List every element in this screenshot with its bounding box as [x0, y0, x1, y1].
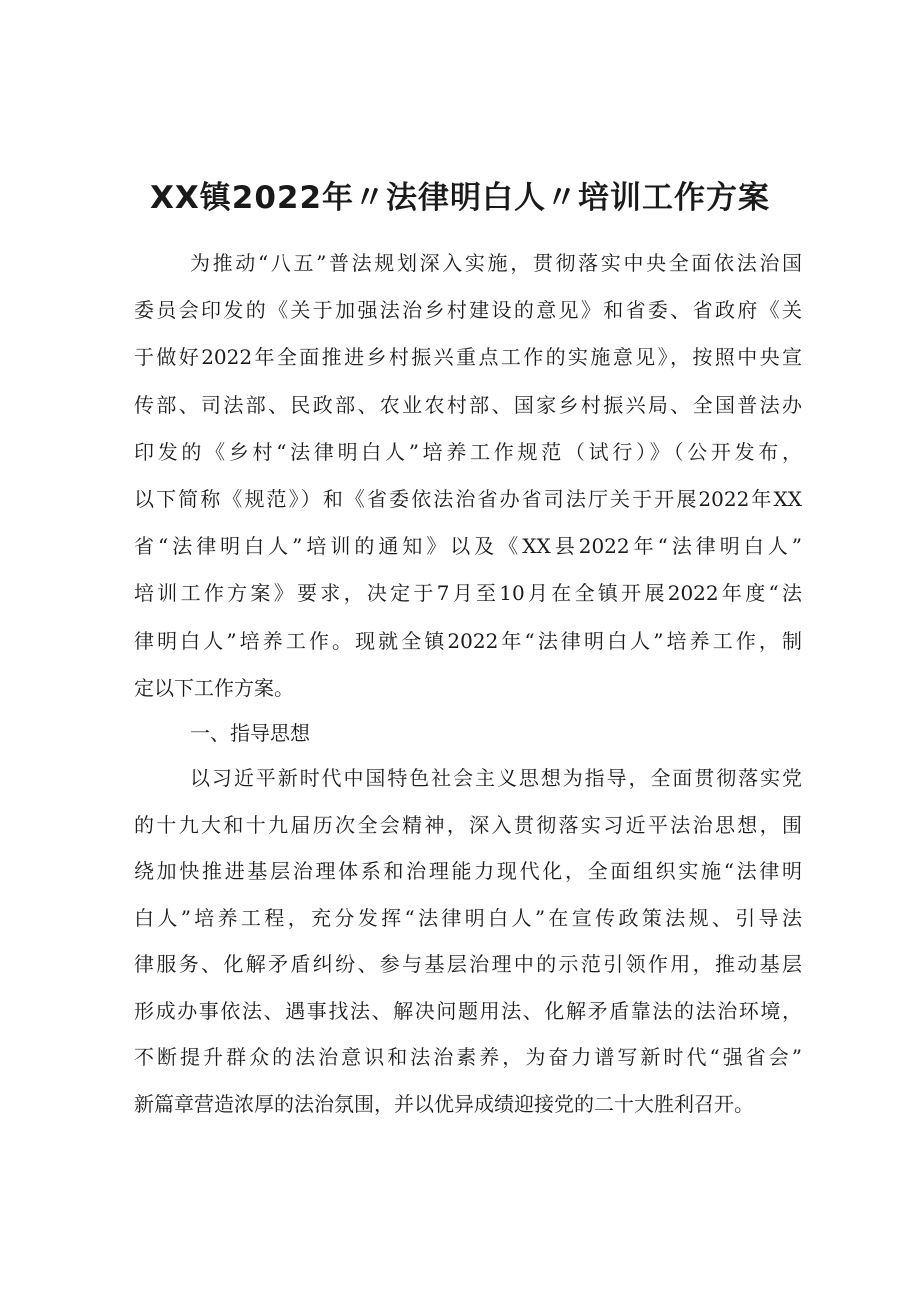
- paragraph-line: 省“法律明白人”培训的通知》以及《XX县2022年“法律明白人”: [134, 534, 802, 559]
- paragraph-line: 印发的《乡村“法律明白人”培养工作规范（试行）》（公开发布，: [134, 439, 802, 464]
- paragraph-line: 于做好2022年全面推进乡村振兴重点工作的实施意见》，按照中央宣: [134, 345, 802, 370]
- paragraph-line: 以习近平新时代中国特色社会主义思想为指导，全面贯彻落实党: [190, 766, 802, 790]
- paragraph-line: 白人”培养工程，充分发挥“法律明白人”在宣传政策法规、引导法: [134, 905, 802, 930]
- paragraph-line: 以下简称《规范》）和《省委依法治省办省司法厅关于开展2022年XX: [134, 487, 802, 511]
- paragraph-line: 定以下工作方案。: [134, 675, 294, 700]
- paragraph-line: 不断提升群众的法治意识和法治素养，为奋力谱写新时代“强省会”: [134, 1045, 802, 1069]
- paragraph-line: 传部、司法部、民政部、农业农村部、国家乡村振兴局、全国普法办: [134, 392, 802, 417]
- paragraph-line: 的十九大和十九届历次全会精神，深入贯彻落实习近平法治思想，围: [134, 812, 802, 837]
- paragraph-line: 为推动“八五”普法规划深入实施，贯彻落实中央全面依法治国: [190, 251, 802, 275]
- paragraph-line: 新篇章营造浓厚的法治氛围，并以优异成绩迎接党的二十大胜利召开。: [134, 1091, 754, 1116]
- paragraph-line: 律服务、化解矛盾纠纷、参与基层治理中的示范引领作用，推动基层: [134, 952, 802, 976]
- section-heading-guiding-ideology: 一、指导思想: [190, 721, 310, 745]
- paragraph-line: 律明白人”培养工作。现就全镇2022年“法律明白人”培养工作，制: [134, 628, 802, 653]
- paragraph-line: 培训工作方案》要求，决定于7月至10月在全镇开展2022年度“法: [134, 581, 802, 606]
- paragraph-line: 形成办事依法、遇事找法、解决问题用法、化解矛盾靠法的法治环境，: [134, 998, 802, 1023]
- document-title: XX镇2022年〃法律明白人〃培训工作方案: [149, 180, 771, 216]
- paragraph-line: 绕加快推进基层治理体系和治理能力现代化，全面组织实施“法律明: [134, 859, 802, 883]
- paragraph-line: 委员会印发的《关于加强法治乡村建设的意见》和省委、省政府《关: [134, 298, 802, 323]
